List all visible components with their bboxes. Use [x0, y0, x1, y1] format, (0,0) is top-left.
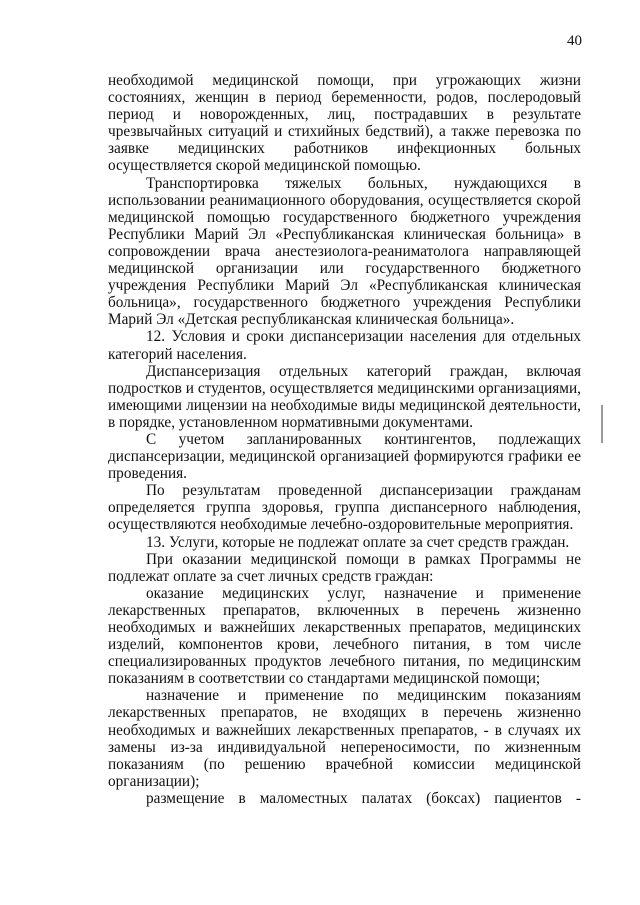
paragraph-not-paid: При оказании медицинской помощи в рамках Программы не подлежат оплате за счет личных средств граждан:	[108, 550, 581, 585]
scan-margin-mark	[601, 405, 603, 443]
paragraph-schedules: С учетом запланированных контингентов, подлежащих диспансеризации, медицинской организацией формируются графики ее проведения.	[108, 430, 581, 483]
page-number: 40	[567, 33, 582, 49]
document-body	[108, 72, 581, 807]
list-item-small-wards: размещение в маломестных палатах (боксах) пациентов -	[146, 789, 581, 807]
paragraph-dispanserization: Диспансеризация отдельных категорий граждан, включая подростков и студентов, осуществляется медицинскими организациями, имеющими лицензии на необходимые виды медицинской деятельности, в порядке, установленном нормативными документами.	[108, 362, 581, 431]
list-item-medical-services: оказание медицинских услуг, назначение и применение лекарственных препаратов, включенных в перечень жизненно необходимых и важнейших лекарственных препаратов, медицинских изделий, компонентов крови, лечебного питания, в том числе специализированных продуктов лечебного питания, по медицинским показаниям в соответствии со стандартами медицинской помощи;	[108, 584, 581, 688]
section-heading-12: 12. Условия и сроки диспансеризации населения для отдельных категорий населения.	[108, 328, 581, 363]
paragraph-transportation: Транспортировка тяжелых больных, нуждающихся в использовании реанимационного оборудования, осуществляется скорой медицинской помощью государственного бюджетного учреждения Республики Марий Эл «Республиканская клиническая больница» в сопровождении врача анестезиолога-реаниматолога направляющей медицинской организации или государственного бюджетного учреждения Республики Марий Эл «Республиканская клиническая больница», государственного бюджетного учреждения Республики Марий Эл «Детская республиканская клиническая больница».	[108, 174, 581, 329]
list-item-drug-prescription: назначение и применение по медицинским показаниям лекарственных препаратов, не входящих в перечень жизненно необходимых и важнейших лекарственных препаратов, - в случаях их замены из-за индивидуальной непереносимости, по жизненным показаниям (по решению врачебной комиссии медицинской организации);	[108, 687, 581, 790]
section-heading-13: 13. Услуги, которые не подлежат оплате за счет средств граждан.	[146, 533, 570, 551]
paragraph-continuation: необходимой медицинской помощи, при угрожающих жизни состояниях, женщин в период беременности, родов, послеродовый период и новорожденных, лиц, пострадавших в результате чрезвычайных ситуаций и стихийных бедствий), а также перевозка по заявке медицинских работников инфекционных больных осуществляется скорой медицинской помощью.	[108, 72, 581, 175]
paragraph-health-group: По результатам проведенной диспансеризации гражданам определяется группа здоровья, группа диспансерного наблюдения, осуществляются необходимые лечебно-оздоровительные мероприятия.	[108, 482, 581, 534]
